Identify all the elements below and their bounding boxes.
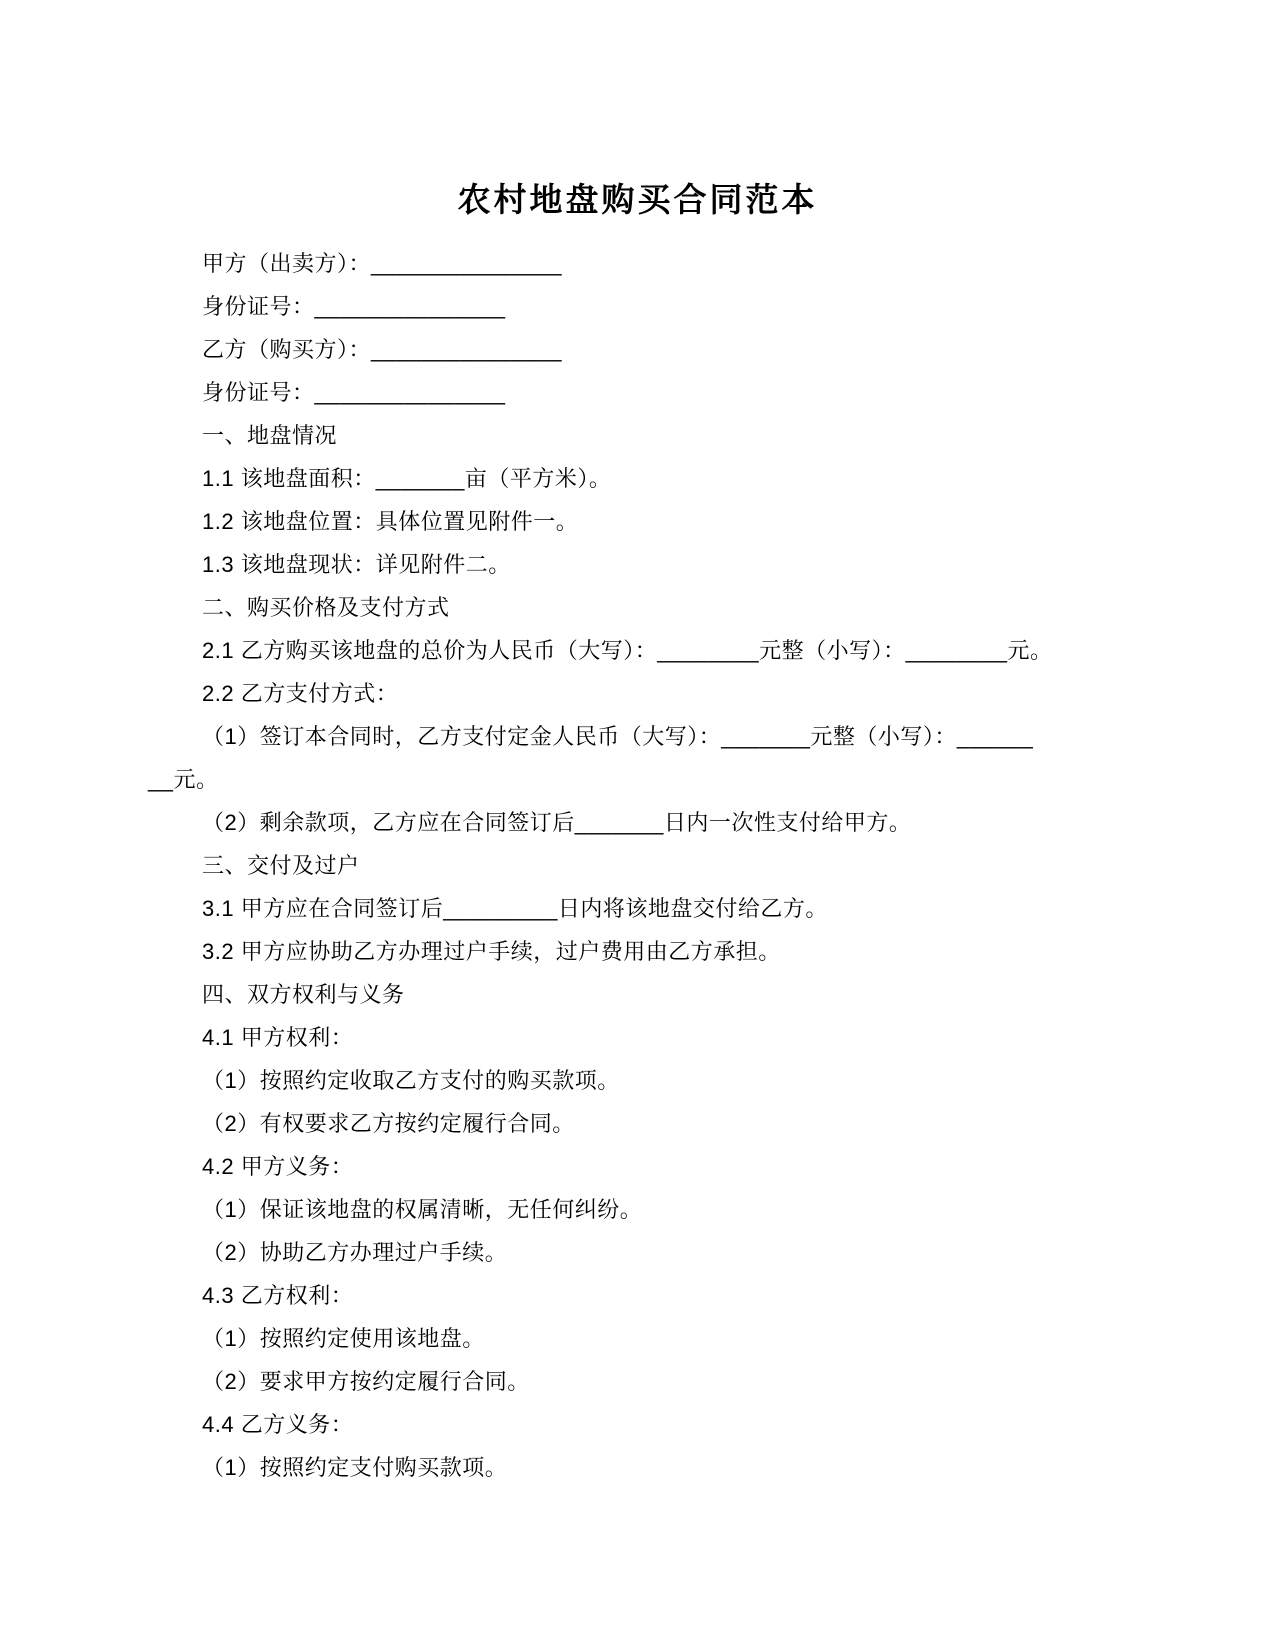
contract-line: 1.2 该地盘位置：具体位置见附件一。 bbox=[202, 509, 579, 534]
contract-line: 乙方（购买方）：_______________ bbox=[202, 337, 563, 362]
contract-line: （1）签订本合同时，乙方支付定金人民币（大写）：_______元整（小写）：______ bbox=[202, 724, 1034, 749]
contract-line: __元。 bbox=[148, 767, 219, 792]
contract-line: 4.1 甲方权利： bbox=[202, 1025, 354, 1050]
contract-line: 4.2 甲方义务： bbox=[202, 1154, 354, 1179]
contract-line: 身份证号：_______________ bbox=[202, 294, 506, 319]
contract-line: （1）按照约定收取乙方支付的购买款项。 bbox=[202, 1068, 620, 1093]
document-body bbox=[148, 242, 1127, 1489]
contract-line: （1）保证该地盘的权属清晰，无任何纠纷。 bbox=[202, 1197, 643, 1222]
contract-line: （1）按照约定使用该地盘。 bbox=[202, 1326, 485, 1351]
contract-line: 3.1 甲方应在合同签订后_________日内将该地盘交付给乙方。 bbox=[202, 896, 828, 921]
document-title: 农村地盘购买合同范本 bbox=[457, 181, 818, 218]
contract-line: 身份证号：_______________ bbox=[202, 380, 506, 405]
contract-line: 四、双方权利与义务 bbox=[202, 982, 405, 1007]
contract-line: （2）剩余款项，乙方应在合同签订后_______日内一次性支付给甲方。 bbox=[202, 810, 912, 835]
contract-line: 1.3 该地盘现状：详见附件二。 bbox=[202, 552, 511, 577]
contract-line: 一、地盘情况 bbox=[202, 423, 338, 448]
contract-line: 二、购买价格及支付方式 bbox=[202, 595, 450, 620]
contract-line: 4.4 乙方义务： bbox=[202, 1412, 354, 1437]
contract-line: （2）要求甲方按约定履行合同。 bbox=[202, 1369, 530, 1394]
contract-line: 甲方（出卖方）：_______________ bbox=[202, 251, 563, 276]
contract-line: 2.1 乙方购买该地盘的总价为人民币（大写）：________元整（小写）：________元。 bbox=[202, 638, 1053, 663]
contract-line: （2）协助乙方办理过户手续。 bbox=[202, 1240, 508, 1265]
contract-line: 三、交付及过户 bbox=[202, 853, 360, 878]
contract-line: 2.2 乙方支付方式： bbox=[202, 681, 399, 706]
contract-line: （1）按照约定支付购买款项。 bbox=[202, 1455, 508, 1480]
contract-line: 4.3 乙方权利： bbox=[202, 1283, 354, 1308]
contract-line: （2）有权要求乙方按约定履行合同。 bbox=[202, 1111, 575, 1136]
contract-line: 3.2 甲方应协助乙方办理过户手续，过户费用由乙方承担。 bbox=[202, 939, 781, 964]
contract-line: 1.1 该地盘面积：_______亩（平方米）。 bbox=[202, 466, 612, 491]
